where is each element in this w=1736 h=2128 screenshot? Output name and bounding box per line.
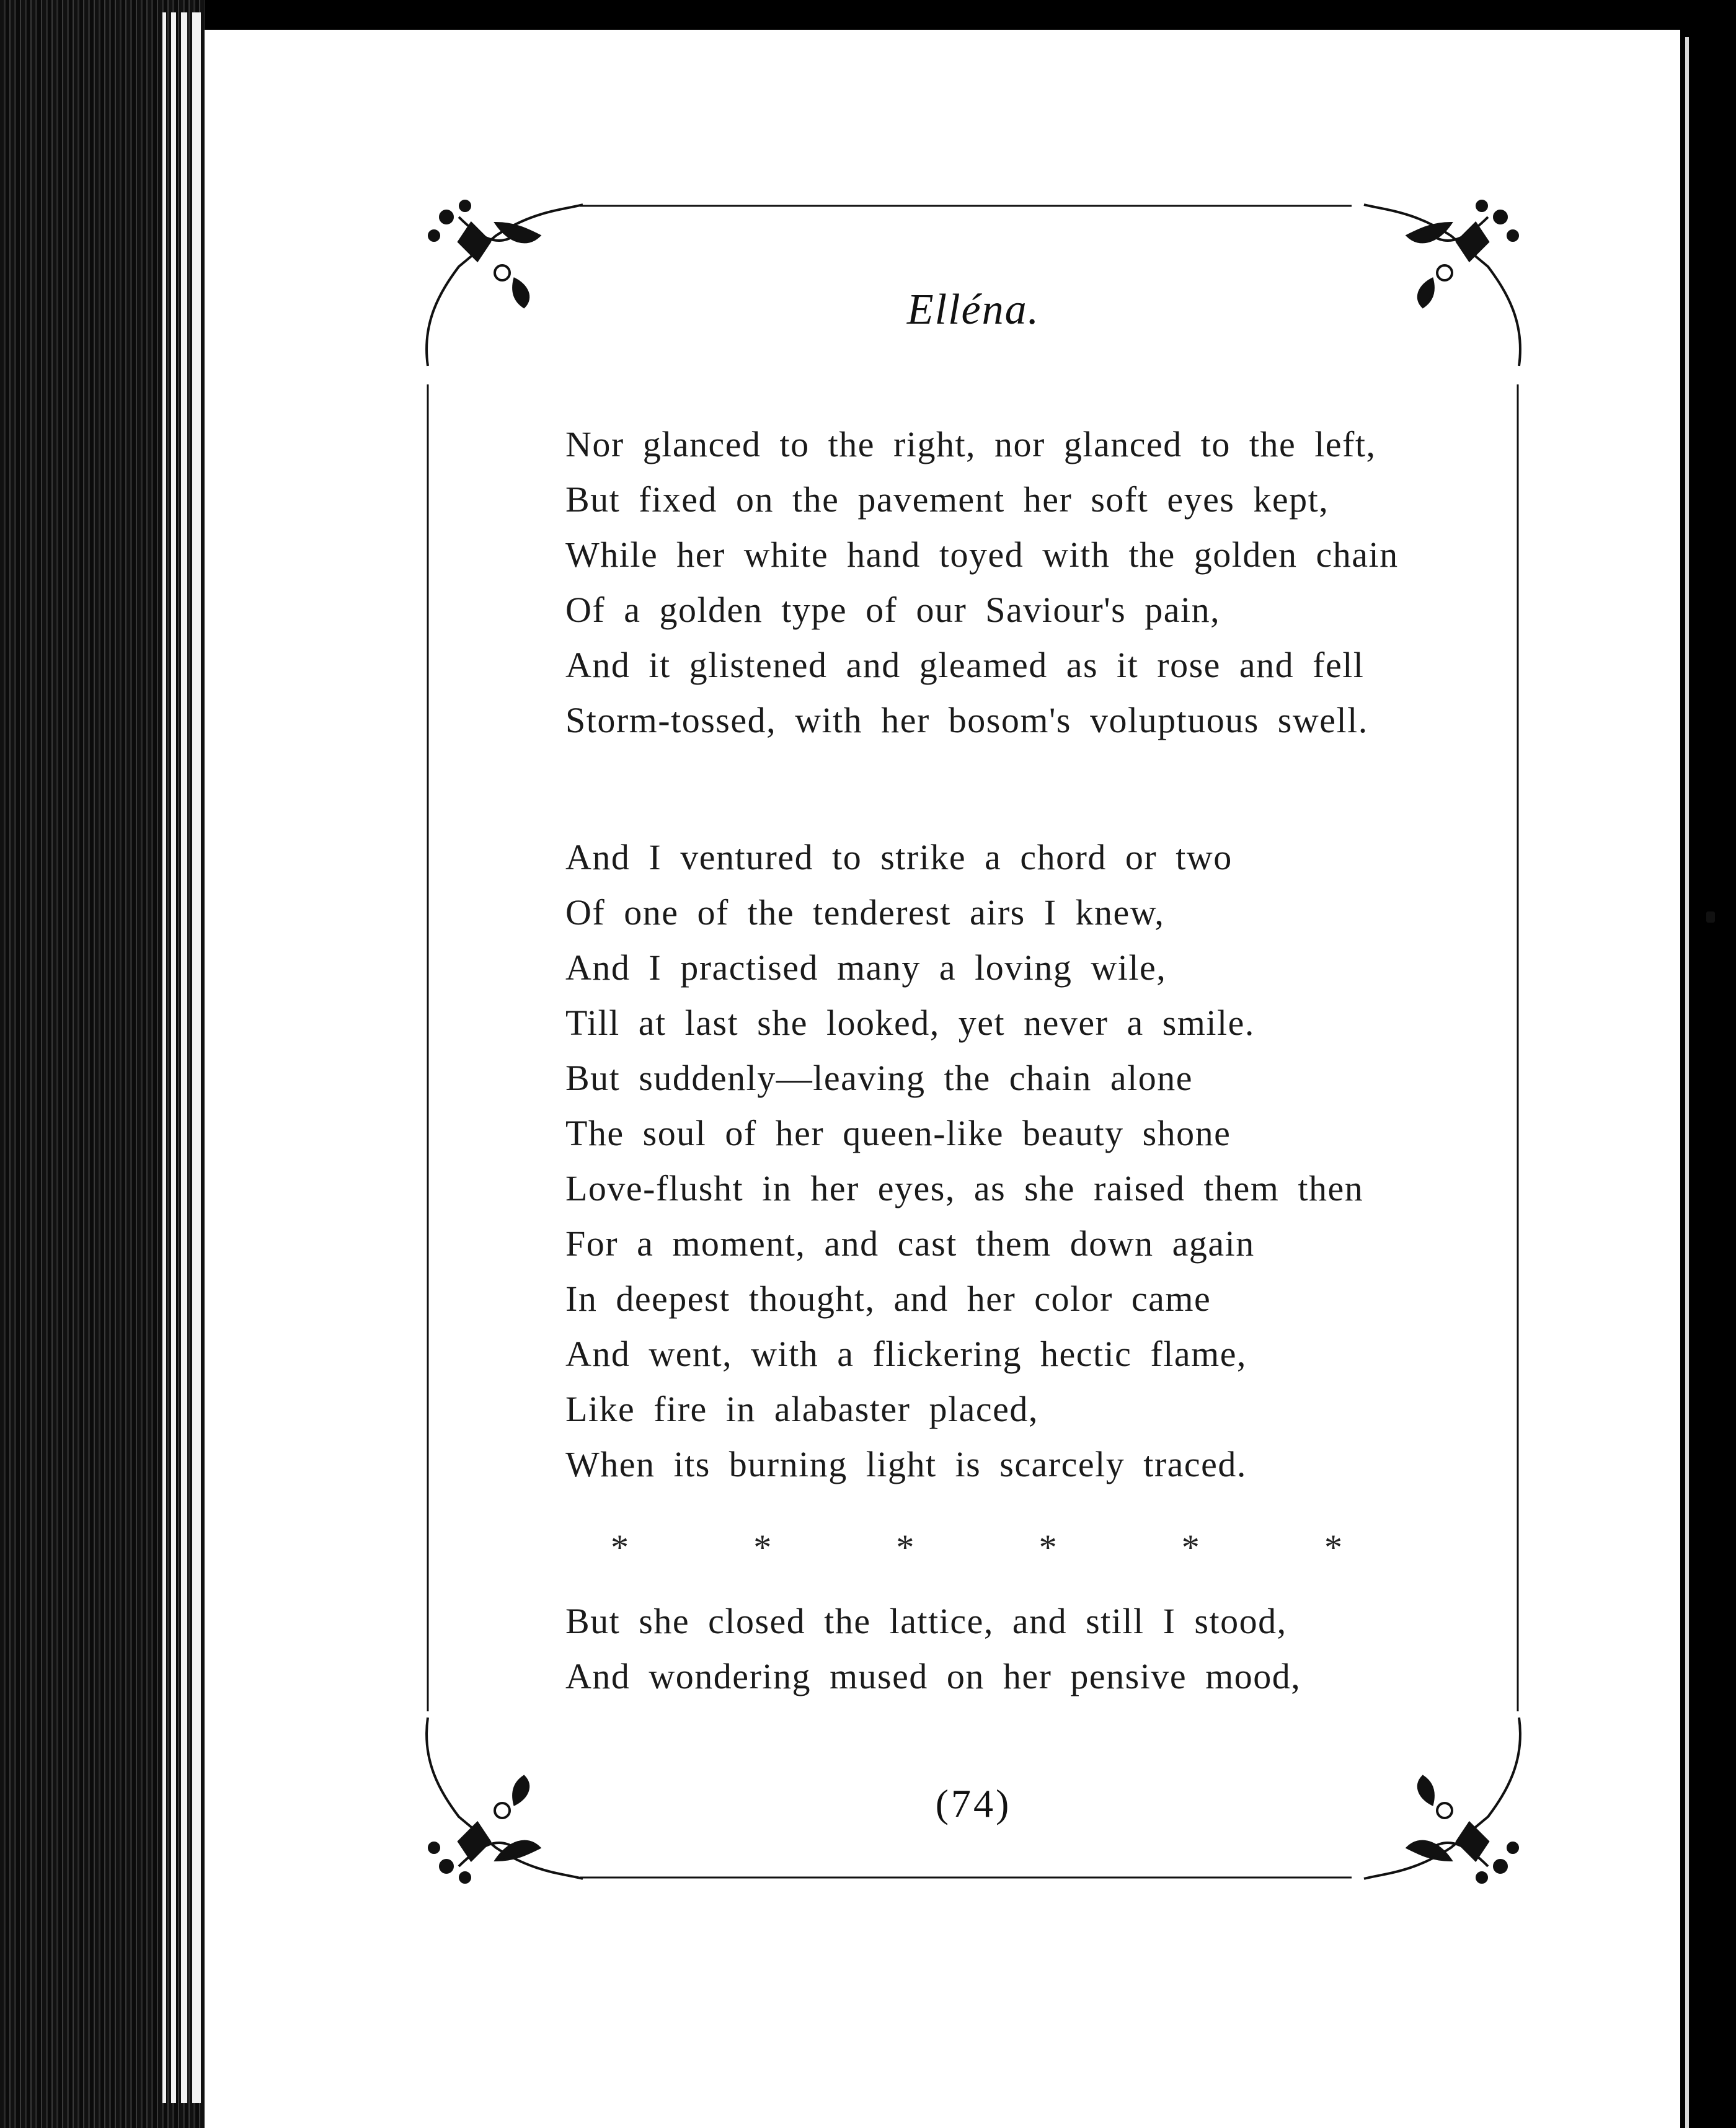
poem-line: Of one of the tenderest airs I knew, <box>565 892 1165 933</box>
stanza-2 <box>565 830 1363 1492</box>
poem-line: And wondering mused on her pensive mood, <box>565 1656 1301 1696</box>
poem-line: Of a golden type of our Saviour's pain, <box>565 590 1221 630</box>
page-edge <box>162 12 166 2103</box>
poem-line: Nor glanced to the right, nor glanced to the left, <box>565 424 1376 464</box>
poem-line: But she closed the lattice, and still I stood, <box>565 1601 1287 1641</box>
page-edge <box>192 12 201 2103</box>
running-title: Elléna. <box>906 286 1040 334</box>
poem-line: Like fire in alabaster placed, <box>565 1389 1038 1429</box>
poem-line: When its burning light is scarcely traced. <box>565 1444 1247 1484</box>
page-number: (74) <box>935 1781 1012 1825</box>
page-edge <box>171 12 176 2103</box>
stanza-1 <box>565 417 1399 748</box>
poem-line: Love-flusht in her eyes, as she raised them then <box>565 1168 1364 1208</box>
asterisk: * <box>1324 1527 1342 1567</box>
poem-line: Storm-tossed, with her bosom's voluptuous swell. <box>565 700 1368 740</box>
asterisk: * <box>896 1527 914 1567</box>
poem-line: The soul of her queen-like beauty shone <box>565 1113 1231 1153</box>
stanza-3 <box>565 1594 1301 1704</box>
asterisk: * <box>753 1527 772 1567</box>
book-page-edges <box>0 0 205 2128</box>
asterisk: * <box>1038 1527 1057 1567</box>
poem-line: But fixed on the pavement her soft eyes kept, <box>565 479 1329 520</box>
page-edge <box>181 12 187 2103</box>
ink-mark <box>1706 911 1715 923</box>
poem-line: But suddenly—leaving the chain alone <box>565 1058 1194 1098</box>
poem-line: In deepest thought, and her color came <box>565 1279 1211 1319</box>
corner-ornament-top-left <box>427 201 583 366</box>
corner-ornament-bottom-left <box>427 1718 583 1882</box>
asterisk: * <box>611 1527 629 1567</box>
poem-line: And went, with a flickering hectic flame, <box>565 1334 1247 1374</box>
poem-line: For a moment, and cast them down again <box>565 1223 1255 1264</box>
facing-page-edge <box>1685 37 1689 2128</box>
corner-ornament-top-right <box>1364 201 1520 366</box>
poem-line: While her white hand toyed with the golden chain <box>565 534 1399 575</box>
corner-ornament-bottom-right <box>1364 1718 1520 1882</box>
poem-line: And I ventured to strike a chord or two <box>565 837 1233 877</box>
poem-line: Till at last she looked, yet never a smile. <box>565 1003 1255 1043</box>
section-separator <box>611 1527 1342 1568</box>
asterisk: * <box>1181 1527 1200 1567</box>
poem-line: And it glistened and gleamed as it rose and fell <box>565 645 1365 685</box>
poem-line: And I practised many a loving wile, <box>565 947 1167 988</box>
